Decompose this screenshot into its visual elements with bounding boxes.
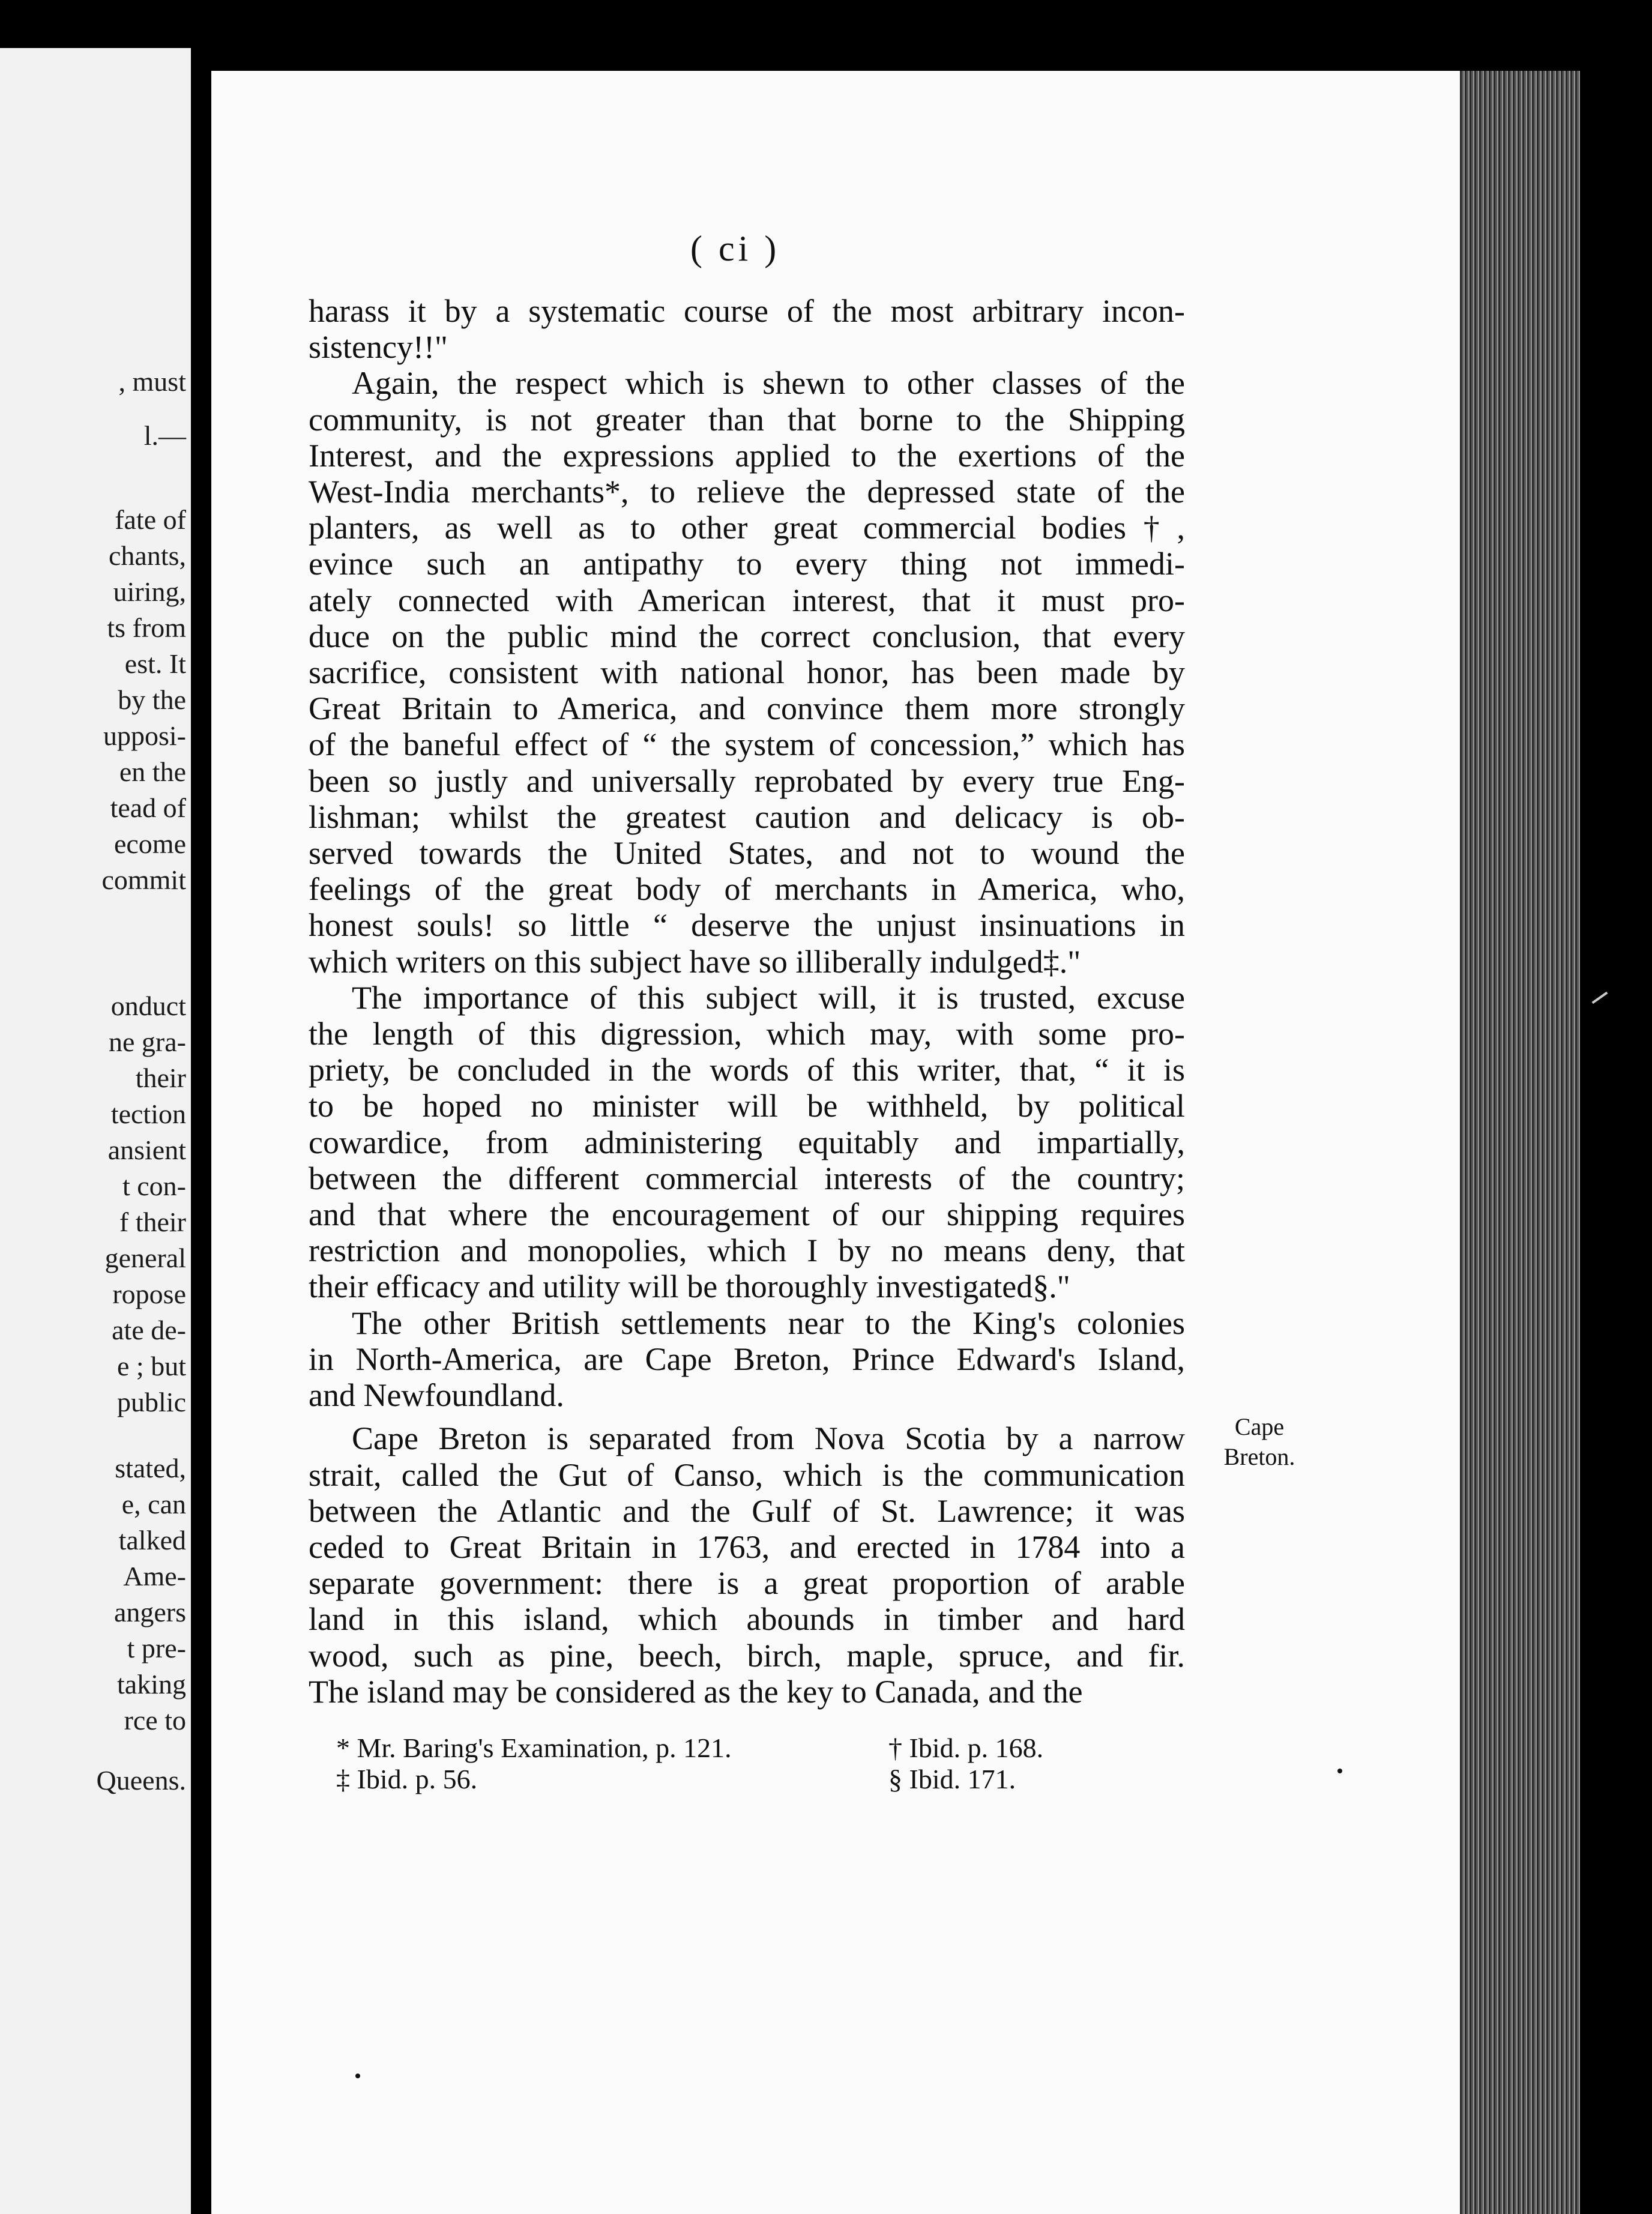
facing-page-fragment: tead of — [110, 792, 186, 823]
facing-page-fragment: en the — [119, 756, 186, 787]
text-line: harass it by a systematic course of the most arbitrary incon- — [309, 293, 1185, 329]
marginal-note — [1211, 1412, 1307, 1472]
facing-page-fragment: onduct — [110, 991, 186, 1021]
facing-page-fragment: est. It — [124, 648, 186, 679]
page-number: ( ci ) — [690, 229, 780, 268]
marginal-note-line: Cape — [1234, 1413, 1285, 1440]
text-line: restriction and monopolies, which I by no means deny, that — [309, 1232, 1185, 1269]
body-text — [309, 293, 1185, 1710]
text-line: sistency!!" — [309, 329, 448, 366]
facing-page-fragment: uiring, — [113, 576, 186, 607]
text-line: West-India merchants*, to relieve the depressed state of the — [309, 474, 1185, 510]
text-line: The island may be considered as the key to Canada, and the — [309, 1673, 1083, 1710]
text-line: sacrifice, consistent with national honor, has been made by — [309, 654, 1185, 691]
text-line: in North-America, are Cape Breton, Prince Edward's Island, — [309, 1341, 1185, 1377]
text-line: Interest, and the expressions applied to the exertions of the — [309, 437, 1185, 474]
pencil-mark — [1592, 992, 1608, 1004]
text-line: to be hoped no minister will be withheld, by political — [309, 1088, 1185, 1124]
text-line: duce on the public mind the correct conclusion, that every — [309, 618, 1185, 654]
facing-page-fragment: stated, — [115, 1453, 186, 1483]
text-line: evince such an antipathy to every thing not immedi- — [309, 546, 1185, 582]
facing-page-fragment: general — [104, 1243, 186, 1273]
facing-page-fragment: t con- — [122, 1171, 186, 1201]
facing-page-fragment: talked — [118, 1525, 186, 1555]
text-line: wood, such as pine, beech, birch, maple, spruce, and fir. — [309, 1637, 1185, 1674]
text-line: separate government: there is a great proportion of arable — [309, 1565, 1185, 1602]
text-line: and Newfoundland. — [309, 1377, 564, 1414]
facing-page-fragment: e, can — [121, 1489, 186, 1519]
text-line: community, is not greater than that borne to the Shipping — [309, 401, 1185, 438]
facing-page-fragment: l.— — [143, 420, 186, 451]
text-line: The other British settlements near to the King's colonies — [352, 1305, 1185, 1341]
text-line: priety, be concluded in the words of this writer, that, “ it is — [309, 1052, 1185, 1088]
footnotes-right — [888, 1733, 1043, 1795]
text-line: between the Atlantic and the Gulf of St. Lawrence; it was — [309, 1492, 1185, 1529]
facing-page-fragment: ecome — [113, 828, 186, 859]
facing-page-fragment: by the — [118, 684, 186, 715]
text-line: cowardice, from administering equitably and impartially, — [309, 1124, 1185, 1160]
text-line: Again, the respect which is shewn to other classes of the — [352, 365, 1185, 402]
facing-page-fragment: , must — [118, 366, 186, 397]
text-line: their efficacy and utility will be thoroughly investigated§." — [309, 1268, 1070, 1305]
footnote: ‡ Ibid. p. 56. — [336, 1764, 478, 1794]
text-line: The importance of this subject will, it is trusted, excuse — [352, 979, 1185, 1016]
facing-page-fragment: taking — [117, 1669, 186, 1700]
text-line: between the different commercial interests of the country; — [309, 1160, 1185, 1196]
text-line: the length of this digression, which may, with some pro- — [309, 1016, 1185, 1052]
text-line: Cape Breton is separated from Nova Scotia by a narrow — [352, 1420, 1185, 1457]
text-line: been so justly and universally reprobated by every true Eng- — [309, 762, 1185, 799]
facing-page-fragment: angers — [113, 1597, 186, 1627]
footnotes-left — [336, 1733, 732, 1795]
ink-speck — [1337, 1769, 1342, 1773]
text-line: honest souls! so little “ deserve the unjust insinuations in — [309, 907, 1185, 944]
facing-page-fragment: tection — [110, 1099, 186, 1129]
text-line: land in this island, which abounds in timber and hard — [309, 1601, 1185, 1638]
footnote: * Mr. Baring's Examination, p. 121. — [336, 1733, 732, 1763]
footnote: † Ibid. p. 168. — [888, 1733, 1044, 1763]
facing-page-fragment: chants, — [108, 540, 186, 571]
marginal-note-line: Breton. — [1223, 1443, 1295, 1470]
ink-speck — [355, 2074, 360, 2078]
text-line: served towards the United States, and not to wound the — [309, 835, 1185, 872]
facing-page-fragment: f their — [119, 1207, 186, 1237]
text-line: Great Britain to America, and convince them more strongly — [309, 690, 1185, 727]
text-line: and that where the encouragement of our shipping requires — [309, 1196, 1185, 1233]
facing-page-fragment: Queens. — [96, 1765, 186, 1796]
facing-page-fragment: ne gra- — [109, 1027, 186, 1057]
facing-page-fragment: commit — [101, 864, 186, 895]
facing-page-fragment: e ; but — [117, 1351, 186, 1381]
text-line: ately connected with American interest, that it must pro- — [309, 582, 1185, 618]
page-edge — [1460, 71, 1580, 2214]
text-line: planters, as well as to other great commercial bodies†, — [309, 510, 1185, 546]
facing-page-fragment: public — [117, 1387, 186, 1417]
facing-page-fragment: rce to — [124, 1705, 186, 1736]
facing-page-fragment: ts from — [107, 612, 186, 643]
facing-page-fragment: ansient — [107, 1135, 186, 1165]
facing-page-fragment: their — [135, 1063, 186, 1093]
facing-page-fragment: ropose — [112, 1279, 186, 1309]
facing-page-fragment: Ame- — [123, 1561, 186, 1591]
facing-page-fragment: upposi- — [103, 720, 186, 751]
text-line: ceded to Great Britain in 1763, and erected in 1784 into a — [309, 1528, 1185, 1565]
text-line: strait, called the Gut of Canso, which is the communication — [309, 1456, 1185, 1493]
footnote: § Ibid. 171. — [888, 1764, 1016, 1794]
facing-page — [0, 48, 191, 2214]
text-line: which writers on this subject have so illiberally indulged‡." — [309, 943, 1081, 980]
text-line: of the baneful effect of “ the system of concession,” which has — [309, 726, 1185, 763]
facing-page-fragment: fate of — [115, 504, 186, 535]
facing-page-fragment: t pre- — [127, 1633, 186, 1664]
facing-page-fragment: ate de- — [112, 1315, 186, 1345]
text-line: feelings of the great body of merchants in America, who, — [309, 871, 1185, 908]
text-line: lishman; whilst the greatest caution and delicacy is ob- — [309, 798, 1185, 835]
